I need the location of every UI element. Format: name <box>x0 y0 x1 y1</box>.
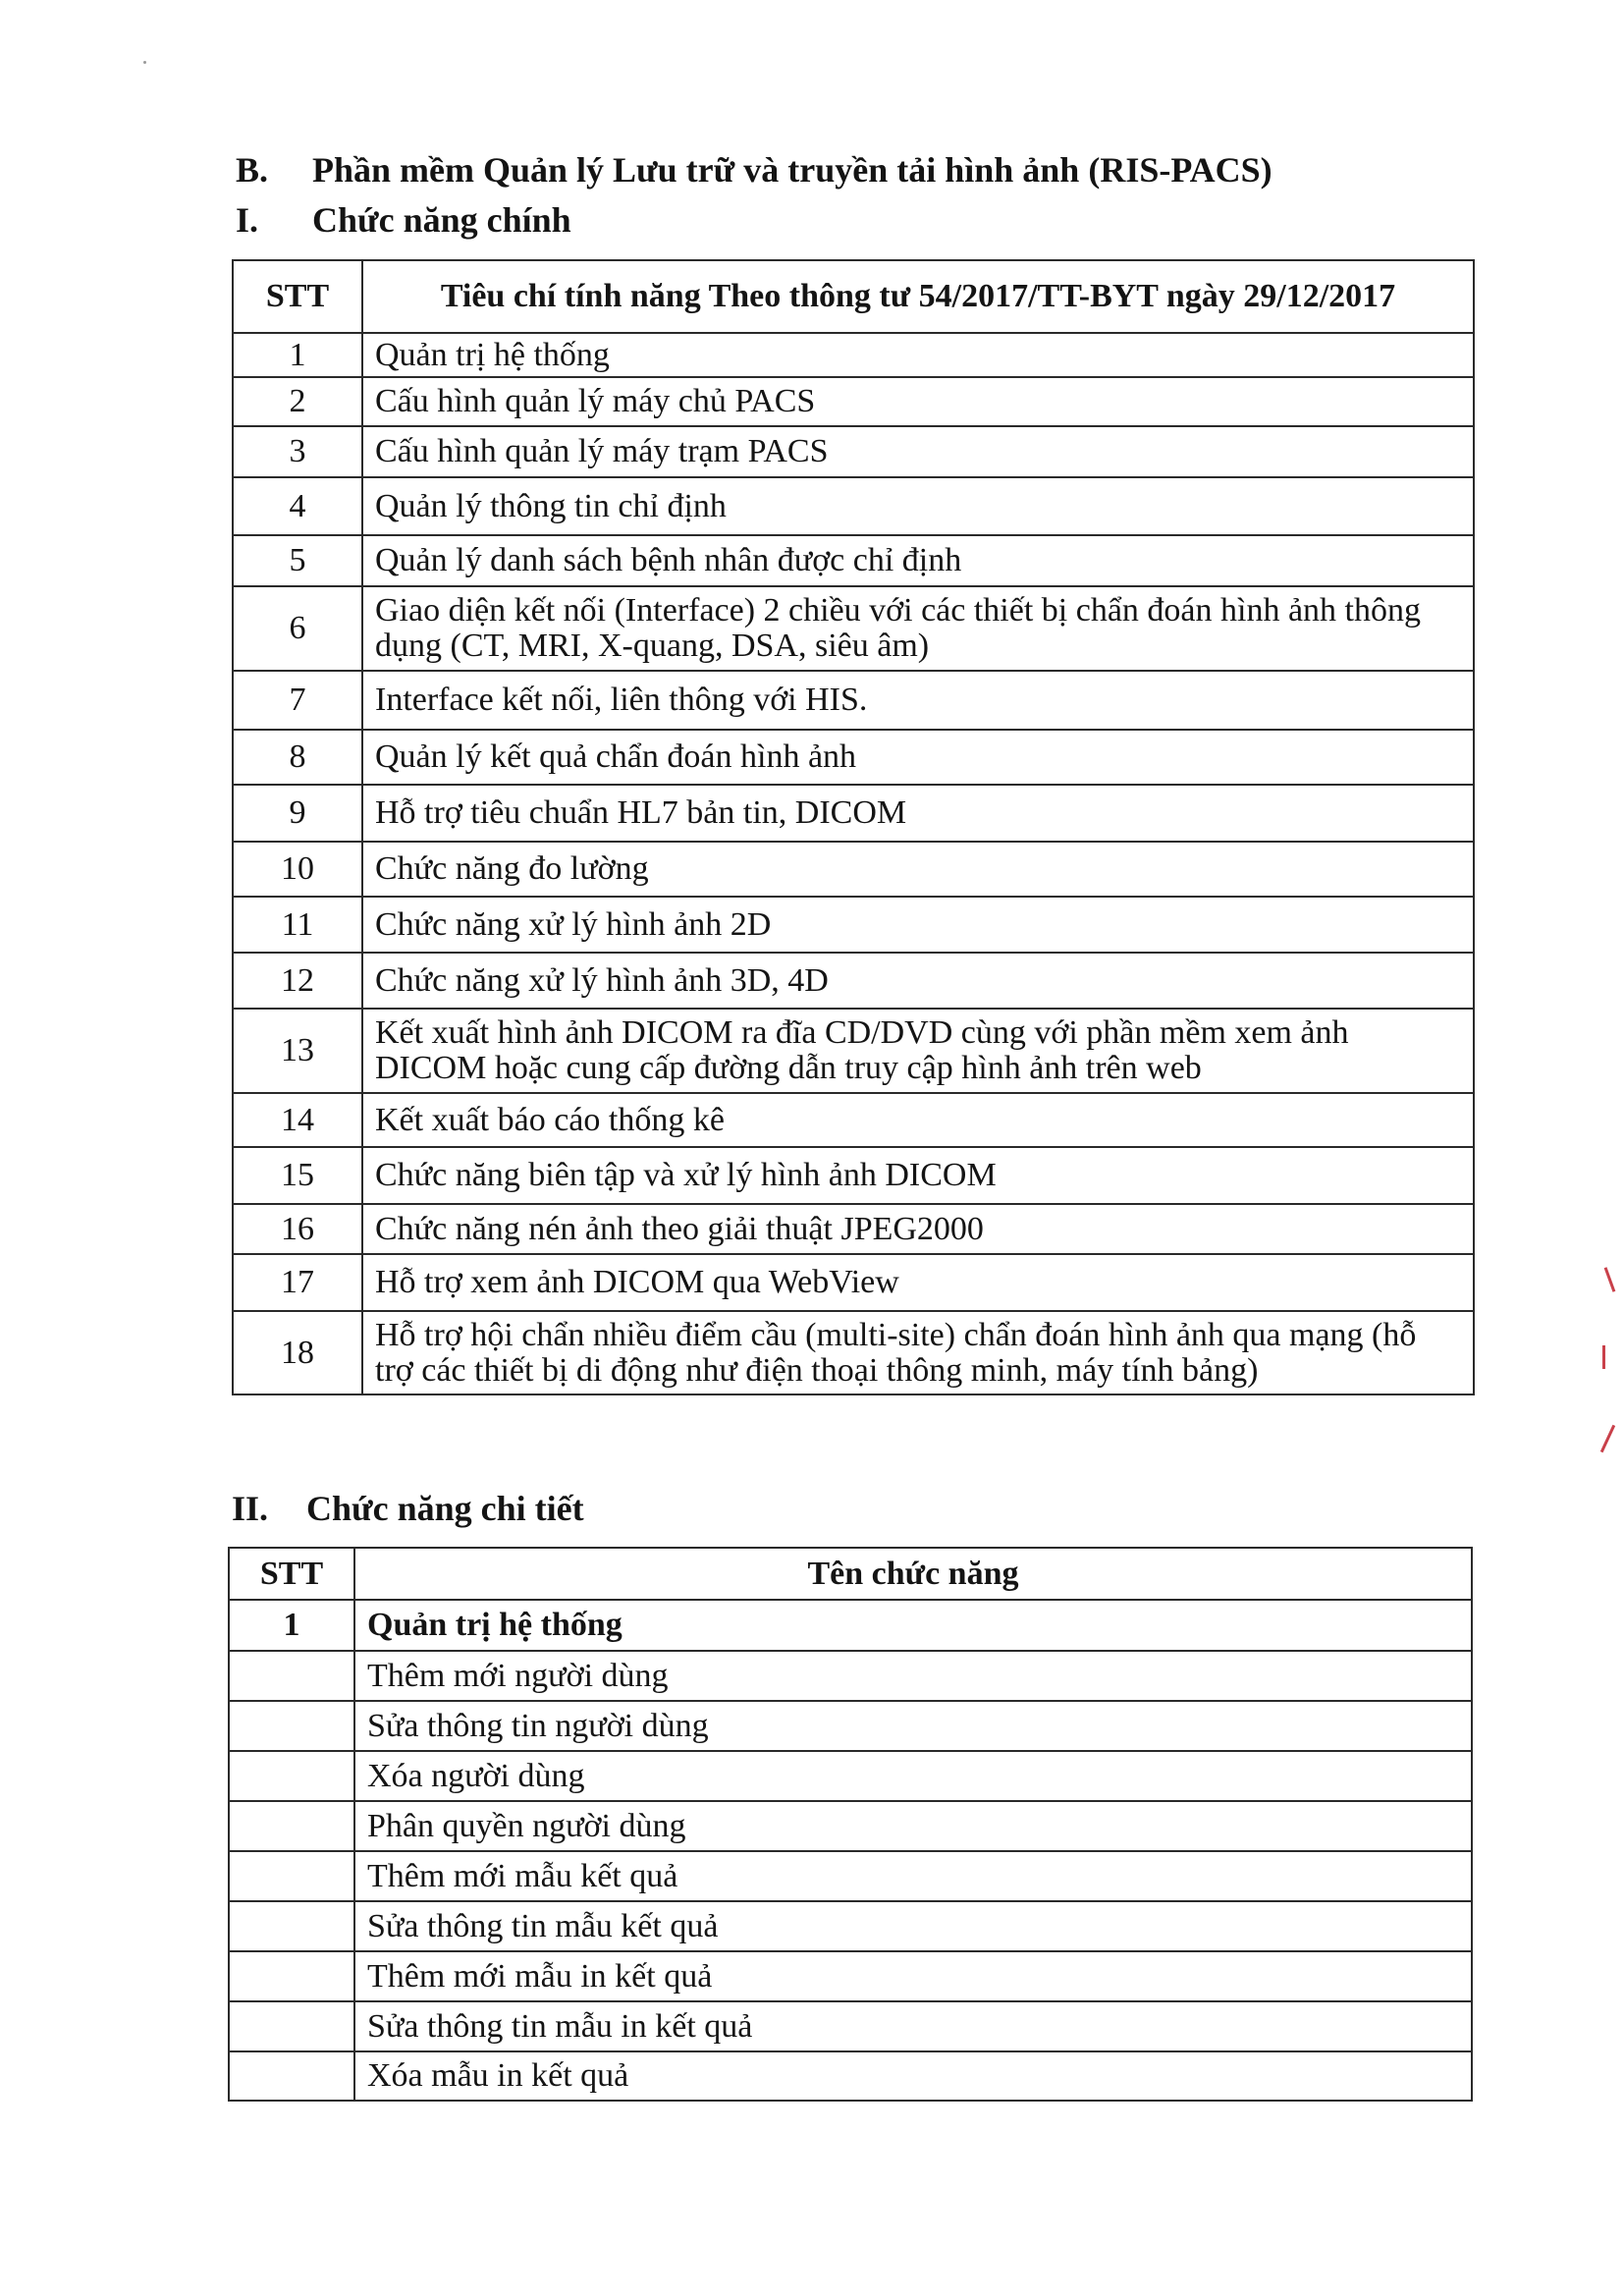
main-functions-table <box>232 259 1475 1395</box>
row-number: 4 <box>233 477 362 535</box>
function-name: Xóa người dùng <box>354 1751 1472 1801</box>
empty-cell <box>229 1751 354 1801</box>
table-row <box>229 1801 1472 1851</box>
function-name: Thêm mới mẫu kết quả <box>354 1851 1472 1901</box>
row-number: 10 <box>233 842 362 897</box>
row-criteria: Cấu hình quản lý máy trạm PACS <box>362 426 1474 477</box>
row-criteria: Quản lý danh sách bệnh nhân được chỉ định <box>362 535 1474 586</box>
section-i-label: I. <box>236 200 259 240</box>
table-row <box>229 2001 1472 2051</box>
edge-mark <box>1600 1425 1615 1452</box>
row-criteria: Cấu hình quản lý máy chủ PACS <box>362 377 1474 426</box>
empty-cell <box>229 1901 354 1951</box>
table-row <box>233 426 1474 477</box>
row-criteria: Chức năng đo lường <box>362 842 1474 897</box>
row-number: 3 <box>233 426 362 477</box>
table-row <box>233 671 1474 730</box>
edge-mark <box>1602 1345 1605 1369</box>
table-row <box>229 1701 1472 1751</box>
table-row <box>233 1009 1474 1093</box>
row-criteria: Hỗ trợ hội chẩn nhiều điểm cầu (multi-site) chẩn đoán hình ảnh qua mạng (hỗ trợ các thiết bị di động như điện thoại thông minh, máy tính bảng) <box>362 1311 1474 1394</box>
function-name: Sửa thông tin mẫu in kết quả <box>354 2001 1472 2051</box>
row-number: 12 <box>233 953 362 1009</box>
column-header-function-name: Tên chức năng <box>354 1548 1472 1600</box>
row-number: 6 <box>233 586 362 671</box>
row-criteria: Kết xuất báo cáo thống kê <box>362 1093 1474 1147</box>
row-criteria: Chức năng xử lý hình ảnh 2D <box>362 897 1474 953</box>
row-criteria: Quản trị hệ thống <box>362 333 1474 377</box>
row-criteria: Chức năng xử lý hình ảnh 3D, 4D <box>362 953 1474 1009</box>
function-name: Sửa thông tin người dùng <box>354 1701 1472 1751</box>
row-criteria: Interface kết nối, liên thông với HIS. <box>362 671 1474 730</box>
table-row <box>233 1093 1474 1147</box>
row-criteria: Quản lý kết quả chẩn đoán hình ảnh <box>362 730 1474 785</box>
row-number: 13 <box>233 1009 362 1093</box>
table-row <box>229 1751 1472 1801</box>
table-row <box>233 1254 1474 1311</box>
row-number: 14 <box>233 1093 362 1147</box>
row-criteria: Chức năng nén ảnh theo giải thuật JPEG2000 <box>362 1204 1474 1254</box>
table-row <box>233 1204 1474 1254</box>
table-row <box>233 535 1474 586</box>
column-header-criteria: Tiêu chí tính năng Theo thông tư 54/2017/TT-BYT ngày 29/12/2017 <box>362 260 1474 333</box>
row-number: 7 <box>233 671 362 730</box>
table-row <box>233 842 1474 897</box>
row-number: 18 <box>233 1311 362 1394</box>
section-ii-title: Chức năng chi tiết <box>306 1489 584 1528</box>
row-number: 17 <box>233 1254 362 1311</box>
detail-functions-table <box>228 1547 1473 2102</box>
row-number: 8 <box>233 730 362 785</box>
row-criteria: Chức năng biên tập và xử lý hình ảnh DICOM <box>362 1147 1474 1204</box>
table-group-row <box>229 1600 1472 1651</box>
row-number: 16 <box>233 1204 362 1254</box>
function-name: Thêm mới người dùng <box>354 1651 1472 1701</box>
table-row <box>233 953 1474 1009</box>
empty-cell <box>229 1651 354 1701</box>
table-row <box>229 2051 1472 2101</box>
edge-mark <box>1604 1267 1616 1291</box>
table-row <box>233 1147 1474 1204</box>
table-row <box>229 1951 1472 2001</box>
row-number: 9 <box>233 785 362 842</box>
section-i-title: Chức năng chính <box>312 200 571 240</box>
table-header-row <box>233 260 1474 333</box>
table-row <box>233 785 1474 842</box>
row-number: 15 <box>233 1147 362 1204</box>
empty-cell <box>229 1951 354 2001</box>
row-number: 5 <box>233 535 362 586</box>
table-row <box>233 1311 1474 1394</box>
row-criteria: Hỗ trợ xem ảnh DICOM qua WebView <box>362 1254 1474 1311</box>
row-number: 2 <box>233 377 362 426</box>
row-number: 1 <box>233 333 362 377</box>
row-number: 11 <box>233 897 362 953</box>
table-row <box>233 586 1474 671</box>
table-row <box>229 1651 1472 1701</box>
table-row <box>233 377 1474 426</box>
row-criteria: Giao diện kết nối (Interface) 2 chiều với các thiết bị chẩn đoán hình ảnh thông dụng (CT, MRI, X-quang, DSA, siêu âm) <box>362 586 1474 671</box>
empty-cell <box>229 2001 354 2051</box>
table-row <box>233 333 1474 377</box>
function-name: Phân quyền người dùng <box>354 1801 1472 1851</box>
function-name: Xóa mẫu in kết quả <box>354 2051 1472 2101</box>
table-row <box>229 1901 1472 1951</box>
row-criteria: Hỗ trợ tiêu chuẩn HL7 bản tin, DICOM <box>362 785 1474 842</box>
group-name: Quản trị hệ thống <box>354 1600 1472 1651</box>
group-number: 1 <box>229 1600 354 1651</box>
column-header-stt: STT <box>229 1548 354 1600</box>
column-header-stt: STT <box>233 260 362 333</box>
table-row <box>233 477 1474 535</box>
section-b-label: B. <box>236 150 269 190</box>
scan-speck <box>143 61 146 64</box>
row-criteria: Kết xuất hình ảnh DICOM ra đĩa CD/DVD cùng với phần mềm xem ảnh DICOM hoặc cung cấp đường dẫn truy cập hình ảnh trên web <box>362 1009 1474 1093</box>
table-row <box>229 1851 1472 1901</box>
table-row <box>233 897 1474 953</box>
function-name: Thêm mới mẫu in kết quả <box>354 1951 1472 2001</box>
empty-cell <box>229 2051 354 2101</box>
empty-cell <box>229 1701 354 1751</box>
row-criteria: Quản lý thông tin chỉ định <box>362 477 1474 535</box>
function-name: Sửa thông tin mẫu kết quả <box>354 1901 1472 1951</box>
section-ii-label: II. <box>232 1489 269 1528</box>
section-b-title: Phần mềm Quản lý Lưu trữ và truyền tải hình ảnh (RIS-PACS) <box>312 150 1272 190</box>
table-row <box>233 730 1474 785</box>
empty-cell <box>229 1851 354 1901</box>
empty-cell <box>229 1801 354 1851</box>
table-header-row <box>229 1548 1472 1600</box>
